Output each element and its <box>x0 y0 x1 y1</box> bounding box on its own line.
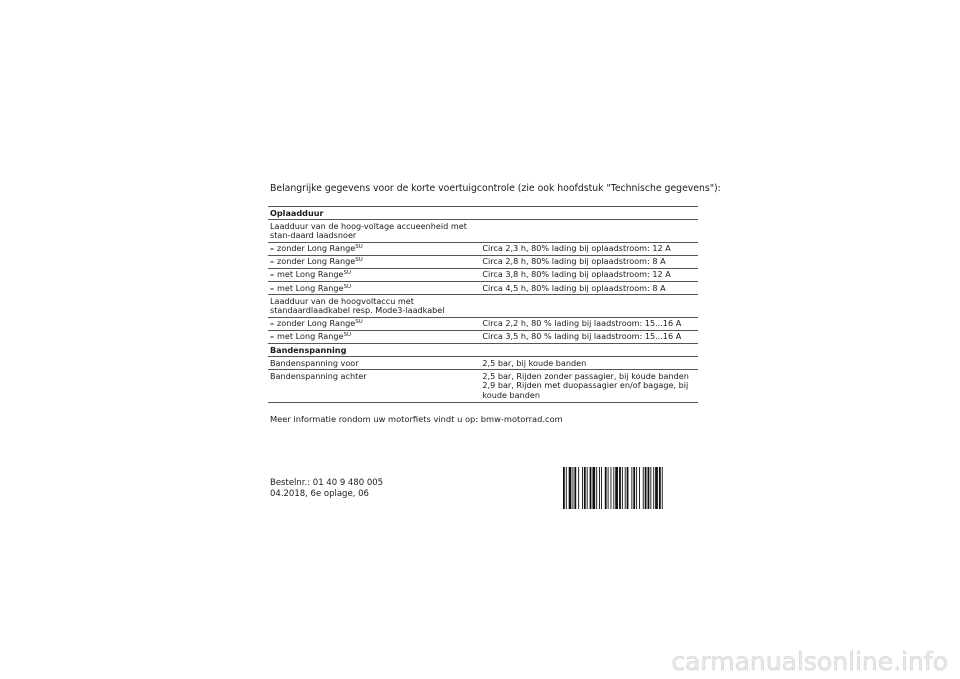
barcode-bar <box>613 467 614 509</box>
barcode-bar <box>605 467 607 509</box>
row-label: met Long Range <box>277 331 344 342</box>
dash-marker: – <box>270 243 275 254</box>
barcode-bar <box>633 467 635 509</box>
row-label: met Long Range <box>277 282 344 293</box>
watermark-logo <box>520 648 950 676</box>
table-row <box>268 282 698 295</box>
row-value-line: Circa 2,3 h, 80% lading bij oplaadstroom: 12 A <box>482 243 671 254</box>
row-label-superscript: SU <box>343 332 351 339</box>
barcode-bar <box>569 467 572 509</box>
barcode-bar <box>619 467 621 509</box>
barcode-bar <box>587 467 588 509</box>
row-label: Laadduur van de hoog-voltage accueenheid met stan-daard laadsnoer <box>270 220 467 241</box>
barcode-bar <box>601 467 602 509</box>
edition-text: 04.2018, 6e oplage, 06 <box>270 489 369 499</box>
row-value-cell <box>480 317 698 330</box>
row-label: zonder Long Range <box>277 256 356 267</box>
dash-marker: – <box>270 269 275 280</box>
barcode-bar <box>625 467 626 509</box>
barcode-bar <box>592 467 595 509</box>
barcode-bar <box>622 467 623 509</box>
row-label-cell <box>268 370 480 402</box>
row-value-cell <box>480 242 698 255</box>
row-value-cell <box>480 268 698 281</box>
row-label-cell <box>268 242 480 255</box>
row-value-line: Circa 3,8 h, 80% lading bij oplaadstroom: 12 A <box>482 269 671 280</box>
barcode-bar <box>596 467 597 509</box>
dash-marker: – <box>270 331 275 342</box>
barcode-bar <box>639 467 640 509</box>
table-row <box>268 242 698 255</box>
row-label-cell <box>268 255 480 268</box>
barcode-bar <box>627 467 629 509</box>
info-text: Meer informatie rondom uw motorfiets vindt u op: bmw-motorrad.com <box>270 414 563 424</box>
barcode-bar <box>566 467 567 509</box>
section-title: Oplaadduur <box>268 207 698 220</box>
row-label: met Long Range <box>277 269 344 280</box>
barcode-bar <box>578 467 579 509</box>
row-value-cell <box>480 282 698 295</box>
table-row <box>268 357 698 370</box>
row-label-cell <box>268 282 480 295</box>
row-value-cell <box>480 295 698 318</box>
spec-table <box>268 206 698 403</box>
spec-table-body <box>268 207 698 403</box>
table-row <box>268 268 698 281</box>
row-label: zonder Long Range <box>277 243 356 254</box>
table-row <box>268 220 698 243</box>
row-value-line: Circa 2,2 h, 80 % lading bij laadstroom: 15...16 A <box>482 318 682 329</box>
row-value-cell <box>480 357 698 370</box>
row-value-line: Circa 4,5 h, 80% lading bij oplaadstroom: 8 A <box>482 282 666 293</box>
section-header <box>268 207 698 220</box>
barcode-bar <box>631 467 632 509</box>
row-value-line: Circa 3,5 h, 80 % lading bij laadstroom: 15...16 A <box>482 331 682 342</box>
row-label: Bandenspanning voor <box>270 357 359 368</box>
row-label: Bandenspanning achter <box>270 370 367 381</box>
row-label: zonder Long Range <box>277 318 356 329</box>
row-label-superscript: SU <box>343 283 351 290</box>
table-row <box>268 295 698 318</box>
row-label-cell <box>268 357 480 370</box>
barcode-bar <box>650 467 651 509</box>
table-row <box>268 370 698 402</box>
barcode-bar <box>574 467 576 509</box>
row-value-line: 2,9 bar, Rijden met duopassagier en/of bagage, bij koude banden <box>482 380 689 400</box>
section-title: Bandenspanning <box>268 344 698 357</box>
table-row <box>268 317 698 330</box>
barcode-bar <box>636 467 637 509</box>
barcode-bar <box>659 467 661 509</box>
order-number: Bestelnr.: 01 40 9 480 005 <box>270 478 384 488</box>
barcode-bar <box>611 467 612 509</box>
barcode-bar <box>648 467 650 509</box>
barcode-bar <box>655 467 658 509</box>
row-value-cell <box>480 220 698 243</box>
row-label-cell <box>268 220 480 243</box>
barcode-bar <box>615 467 618 509</box>
row-label-superscript: SU <box>355 319 363 326</box>
row-value-cell <box>480 370 698 402</box>
barcode-bar <box>584 467 586 509</box>
row-label-cell <box>268 317 480 330</box>
dash-marker: – <box>270 318 275 329</box>
barcode-bar <box>643 467 644 509</box>
intro-text: Belangrijke gegevens voor de korte voertuigcontrole (zie ook hoofdstuk "Technische gegevens"): <box>270 183 721 194</box>
row-label-cell <box>268 330 480 343</box>
barcode-bar <box>653 467 654 509</box>
barcode-bar <box>608 467 609 509</box>
watermark-text: carmanualsonline.info <box>671 648 948 676</box>
row-value-line: 2,5 bar, bij koude banden <box>482 357 587 368</box>
section-header <box>268 344 698 357</box>
row-label-superscript: SU <box>355 244 363 251</box>
table-row <box>268 330 698 343</box>
row-value-line: Circa 2,8 h, 80% lading bij oplaadstroom: 8 A <box>482 256 666 267</box>
order-block <box>270 478 383 500</box>
barcode-bar <box>573 467 574 509</box>
row-value-line: 2,5 bar, Rijden zonder passagier, bij koude banden <box>482 370 689 381</box>
table-row <box>268 255 698 268</box>
row-label-cell <box>268 295 480 318</box>
barcode <box>562 467 698 509</box>
barcode-bar <box>645 467 647 509</box>
barcode-bar <box>590 467 592 509</box>
row-label-superscript: SU <box>355 257 363 264</box>
row-label-cell <box>268 268 480 281</box>
barcode-bar <box>563 467 565 509</box>
row-value-cell <box>480 330 698 343</box>
dash-marker: – <box>270 256 275 267</box>
barcode-bar <box>662 467 663 509</box>
row-label: Laadduur van de hoogvoltaccu met standaardlaadkabel resp. Mode3-laadkabel <box>270 295 445 316</box>
dash-marker: – <box>270 282 275 293</box>
row-value-cell <box>480 255 698 268</box>
row-label-superscript: SU <box>343 270 351 277</box>
barcode-bar <box>599 467 600 509</box>
barcode-bar <box>582 467 583 509</box>
